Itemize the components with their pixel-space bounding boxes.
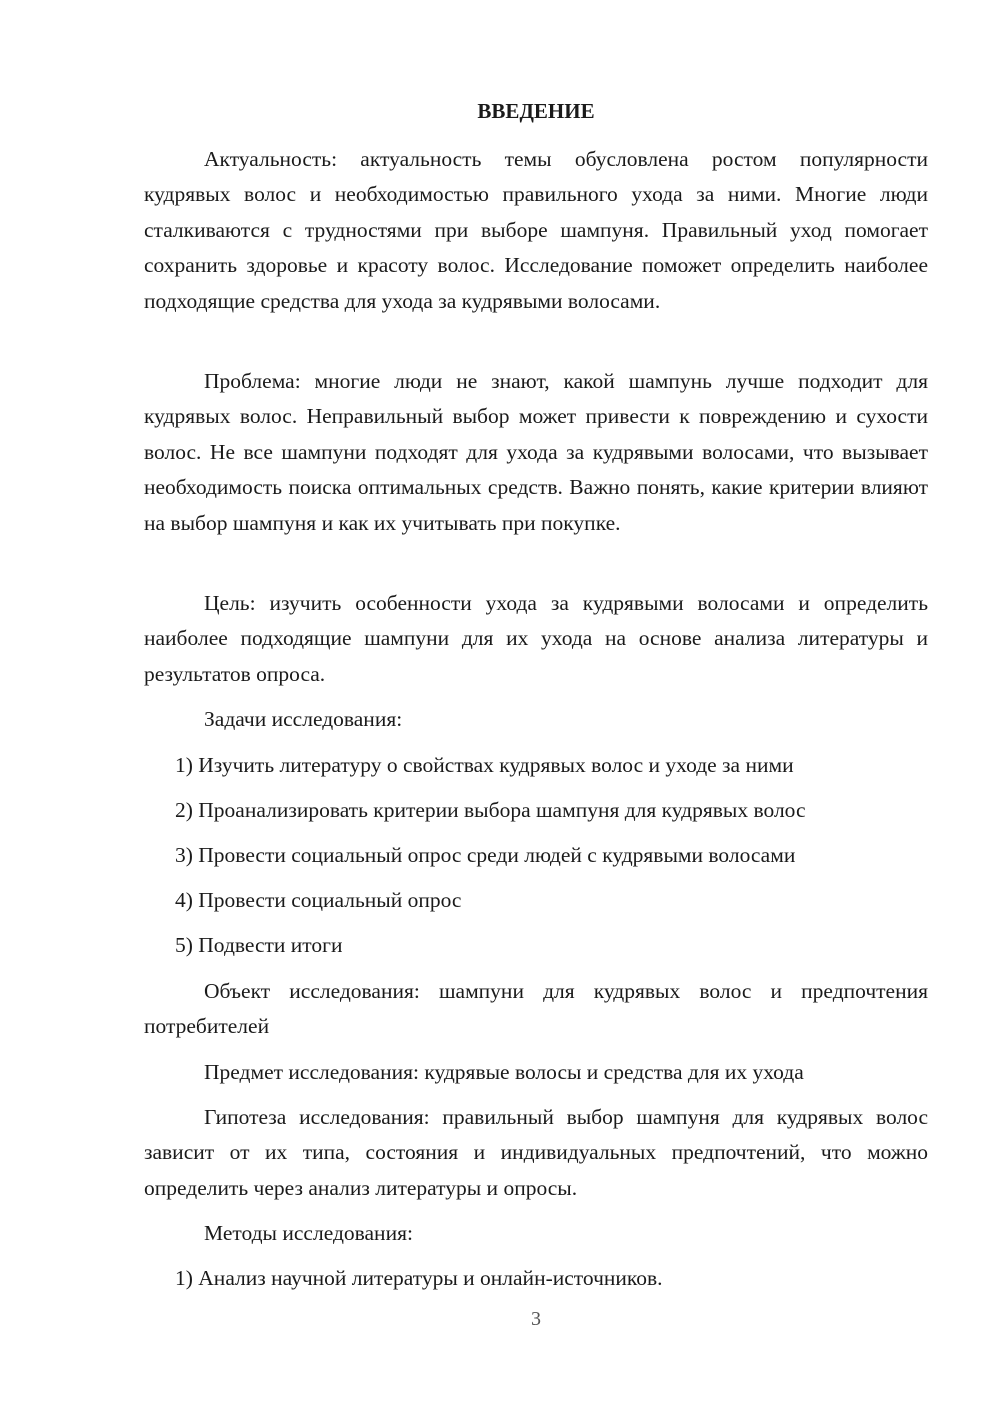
paragraph-problem: Проблема: многие люди не знают, какой шампунь лучше подходит для кудрявых волос. Неправильный выбор может привести к повреждению и сухости волос. Не все шампуни подходят для ухода за кудрявыми волосами, что вызывает необходимость поиска оптимальных средств. Важно понять, какие критерии влияют на выбор шампуня и как их учитывать при покупке. bbox=[144, 369, 928, 535]
task-item-2: 2) Проанализировать критерии выбора шампуня для кудрявых волос bbox=[175, 798, 806, 822]
task-item-4: 4) Провести социальный опрос bbox=[175, 888, 462, 912]
paragraph-object: Объект исследования: шампуни для кудрявых волос и предпочтения потребителей bbox=[144, 979, 928, 1039]
task-item-5: 5) Подвести итоги bbox=[175, 933, 343, 957]
page-number: 3 bbox=[531, 1308, 541, 1330]
task-item-1: 1) Изучить литературу о свойствах кудрявых волос и уходе за ними bbox=[175, 753, 794, 777]
paragraph-subject: Предмет исследования: кудрявые волосы и средства для их ухода bbox=[204, 1060, 804, 1084]
paragraph-hypothesis: Гипотеза исследования: правильный выбор шампуня для кудрявых волос зависит от их типа, состояния и индивидуальных предпочтений, что можно определить через анализ литературы и опросы. bbox=[144, 1105, 928, 1200]
method-item-1: 1) Анализ научной литературы и онлайн-источников. bbox=[175, 1266, 663, 1290]
methods-heading: Методы исследования: bbox=[204, 1221, 413, 1245]
task-item-3: 3) Провести социальный опрос среди людей с кудрявыми волосами bbox=[175, 843, 796, 867]
paragraph-actuality: Актуальность: актуальность темы обусловлена ростом популярности кудрявых волос и необходимостью правильного ухода за ними. Многие люди сталкиваются с трудностями при выборе шампуня. Правильный уход помогает сохранить здоровье и красоту волос. Исследование поможет определить наиболее подходящие средства для ухода за кудрявыми волосами. bbox=[144, 147, 928, 313]
paragraph-goal: Цель: изучить особенности ухода за кудрявыми волосами и определить наиболее подходящие шампуни для их ухода на основе анализа литературы и результатов опроса. bbox=[144, 591, 928, 686]
section-title: ВВЕДЕНИЕ bbox=[477, 99, 595, 123]
tasks-heading: Задачи исследования: bbox=[204, 707, 403, 731]
